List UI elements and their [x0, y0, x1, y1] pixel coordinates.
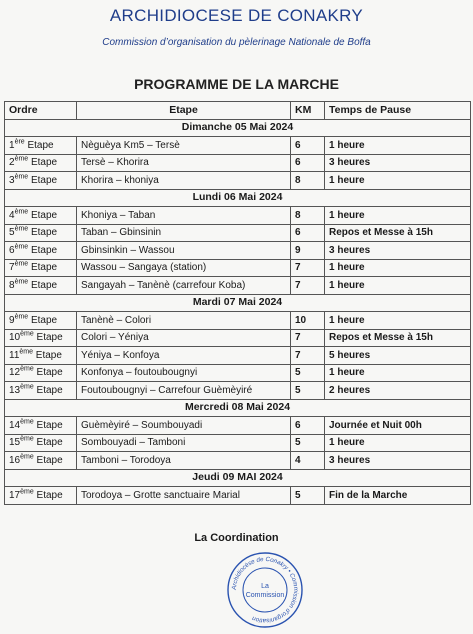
stage-word: Etape: [30, 157, 58, 169]
stage-km: 7: [291, 329, 325, 347]
stage-route: Guèmèyiré – Soumbouyadi: [77, 417, 291, 435]
stage-order: [5, 487, 77, 505]
stage-word: Etape: [36, 332, 63, 344]
stage-ordinal-suffix: ème: [14, 225, 29, 233]
stage-word: Etape: [30, 227, 58, 239]
table-row: [5, 207, 471, 225]
stage-order: [5, 242, 77, 260]
seal-ring-text: Archidiocèse de Conakry • Commission d'organisation: [230, 555, 300, 625]
stage-route: Khorira – khoniya: [77, 172, 291, 190]
stage-number: 9: [9, 314, 15, 326]
stage-number: 6: [9, 244, 15, 256]
stage-km: 9: [291, 242, 325, 260]
stage-number: 7: [9, 262, 15, 274]
stage-route: Tersè – Khorira: [77, 154, 291, 172]
stage-number: 3: [9, 174, 15, 186]
day-label: Jeudi 09 MAI 2024: [5, 469, 471, 487]
stage-number: 12: [9, 367, 21, 379]
stage-km: 4: [291, 452, 325, 470]
stage-ordinal-suffix: ème: [20, 365, 34, 373]
table-row: [5, 224, 471, 242]
stage-number: 10: [9, 332, 21, 344]
stage-word: Etape: [30, 174, 58, 186]
stage-number: 13: [9, 384, 21, 396]
org-title: ARCHIDIOCESE DE CONAKRY: [109, 6, 364, 25]
stage-route: Taban – Gbinsinin: [77, 224, 291, 242]
stage-number: 11: [9, 349, 20, 361]
stage-order: [5, 259, 77, 277]
stage-order: [5, 347, 77, 365]
stage-km: 7: [291, 277, 325, 295]
stage-word: Etape: [36, 437, 63, 449]
day-row: [5, 399, 471, 417]
table-header-row: [5, 102, 471, 120]
stage-route: Colori – Yéniya: [77, 329, 291, 347]
header-pause: Temps de Pause: [325, 102, 471, 120]
stage-pause: 1 heure: [325, 434, 471, 452]
stage-ordinal-suffix: ème: [14, 155, 29, 163]
seal-center-text: La Commission: [245, 583, 285, 599]
day-row: [5, 189, 471, 207]
stage-word: Etape: [30, 279, 58, 291]
stage-route: Tanènè – Colori: [77, 312, 291, 330]
stage-route: Khoniya – Taban: [77, 207, 291, 225]
stage-ordinal-suffix: ème: [14, 313, 29, 321]
stage-word: Etape: [27, 139, 54, 151]
day-label: Dimanche 05 Mai 2024: [5, 119, 471, 137]
stage-order: [5, 452, 77, 470]
stage-order: [5, 137, 77, 155]
stage-km: 8: [291, 207, 325, 225]
stage-km: 6: [291, 154, 325, 172]
stage-order: [5, 312, 77, 330]
stage-number: 1: [9, 139, 15, 151]
stage-pause: 1 heure: [325, 137, 471, 155]
stage-word: Etape: [36, 384, 63, 396]
stage-pause: 1 heure: [325, 277, 471, 295]
stage-pause: Repos et Messe à 15h: [325, 224, 471, 242]
table-row: [5, 312, 471, 330]
program-title: PROGRAMME DE LA MARCHE: [134, 76, 339, 92]
stage-ordinal-suffix: ème: [14, 173, 29, 181]
stage-number: 16: [9, 454, 21, 466]
header-etape: Etape: [77, 102, 291, 120]
stage-number: 2: [9, 157, 15, 169]
day-label: Lundi 06 Mai 2024: [5, 189, 471, 207]
stage-number: 8: [9, 279, 15, 291]
stage-route: Wassou – Sangaya (station): [77, 259, 291, 277]
stage-ordinal-suffix: ème: [19, 348, 34, 356]
stage-km: 6: [291, 417, 325, 435]
day-label: Mardi 07 Mai 2024: [5, 294, 471, 312]
stage-number: 17: [9, 489, 21, 501]
stage-pause: 3 heures: [325, 154, 471, 172]
stage-order: [5, 277, 77, 295]
schedule-table: [4, 101, 471, 505]
stage-word: Etape: [30, 262, 58, 274]
stage-pause: 2 heures: [325, 382, 471, 400]
stage-ordinal-suffix: ème: [20, 418, 34, 426]
stage-word: Etape: [36, 367, 63, 379]
stage-number: 5: [9, 227, 15, 239]
stage-route: Sangayah – Tanènè (carrefour Koba): [77, 277, 291, 295]
stage-route: Yéniya – Konfoya: [77, 347, 291, 365]
day-row: [5, 469, 471, 487]
table-row: [5, 172, 471, 190]
table-row: [5, 277, 471, 295]
stage-km: 5: [291, 364, 325, 382]
stage-ordinal-suffix: ème: [20, 453, 34, 461]
stage-km: 10: [291, 312, 325, 330]
stage-ordinal-suffix: ème: [14, 260, 29, 268]
coordination-signature: La Coordination: [194, 532, 279, 544]
stage-km: 5: [291, 434, 325, 452]
stage-pause: 1 heure: [325, 259, 471, 277]
stage-ordinal-suffix: ème: [20, 383, 34, 391]
stage-ordinal-suffix: ème: [14, 243, 29, 251]
stage-ordinal-suffix: ème: [14, 208, 29, 216]
stage-number: 14: [9, 419, 21, 431]
stage-ordinal-suffix: ème: [14, 278, 29, 286]
table-row: [5, 364, 471, 382]
stage-route: Tamboni – Torodoya: [77, 452, 291, 470]
stage-route: Nèguèya Km5 – Tersè: [77, 137, 291, 155]
stage-order: [5, 417, 77, 435]
stage-order: [5, 172, 77, 190]
header-km: KM: [291, 102, 325, 120]
stage-word: Etape: [35, 349, 62, 361]
stage-km: 7: [291, 259, 325, 277]
stage-pause: 1 heure: [325, 172, 471, 190]
table-row: [5, 259, 471, 277]
stage-pause: 3 heures: [325, 452, 471, 470]
stage-word: Etape: [36, 454, 63, 466]
stage-km: 7: [291, 347, 325, 365]
stage-order: [5, 382, 77, 400]
stage-pause: Journée et Nuit 00h: [325, 417, 471, 435]
stage-ordinal-suffix: ème: [20, 488, 34, 496]
stage-order: [5, 154, 77, 172]
header-ordre: Ordre: [5, 102, 77, 120]
stage-word: Etape: [36, 489, 63, 501]
stage-pause: 5 heures: [325, 347, 471, 365]
stage-pause: 1 heure: [325, 207, 471, 225]
table-row: [5, 347, 471, 365]
org-subtitle: Commission d’organisation du pèlerinage Nationale de Boffa: [102, 37, 371, 48]
stage-route: Torodoya – Grotte sanctuaire Marial: [77, 487, 291, 505]
stage-word: Etape: [30, 244, 58, 256]
stage-ordinal-suffix: ère: [14, 138, 25, 146]
stage-order: [5, 364, 77, 382]
stage-route: Konfonya – foutoubougnyi: [77, 364, 291, 382]
stage-pause: 1 heure: [325, 312, 471, 330]
stage-pause: Repos et Messe à 15h: [325, 329, 471, 347]
stage-km: 6: [291, 224, 325, 242]
table-row: [5, 242, 471, 260]
stage-km: 5: [291, 487, 325, 505]
stage-route: Foutoubougnyi – Carrefour Guèmèyiré: [77, 382, 291, 400]
stage-route: Gbinsinkin – Wassou: [77, 242, 291, 260]
day-label: Mercredi 08 Mai 2024: [5, 399, 471, 417]
commission-seal: [225, 550, 305, 630]
stage-km: 5: [291, 382, 325, 400]
stage-route: Sombouyadi – Tamboni: [77, 434, 291, 452]
stage-order: [5, 207, 77, 225]
stage-order: [5, 224, 77, 242]
stage-word: Etape: [30, 314, 58, 326]
stage-word: Etape: [36, 419, 63, 431]
stage-order: [5, 434, 77, 452]
stage-pause: 1 heure: [325, 364, 471, 382]
schedule-body: [5, 119, 471, 504]
table-row: [5, 154, 471, 172]
stage-pause: Fin de la Marche: [325, 487, 471, 505]
stage-order: [5, 329, 77, 347]
day-row: [5, 119, 471, 137]
stage-number: 15: [9, 437, 21, 449]
table-row: [5, 452, 471, 470]
stage-km: 6: [291, 137, 325, 155]
stage-pause: 3 heures: [325, 242, 471, 260]
stage-word: Etape: [30, 209, 58, 221]
stage-km: 8: [291, 172, 325, 190]
table-row: [5, 434, 471, 452]
table-row: [5, 382, 471, 400]
table-row: [5, 487, 471, 505]
table-row: [5, 137, 471, 155]
table-row: [5, 329, 471, 347]
stage-ordinal-suffix: ème: [20, 435, 34, 443]
table-row: [5, 417, 471, 435]
stage-number: 4: [9, 209, 15, 221]
stage-ordinal-suffix: ème: [20, 330, 34, 338]
day-row: [5, 294, 471, 312]
